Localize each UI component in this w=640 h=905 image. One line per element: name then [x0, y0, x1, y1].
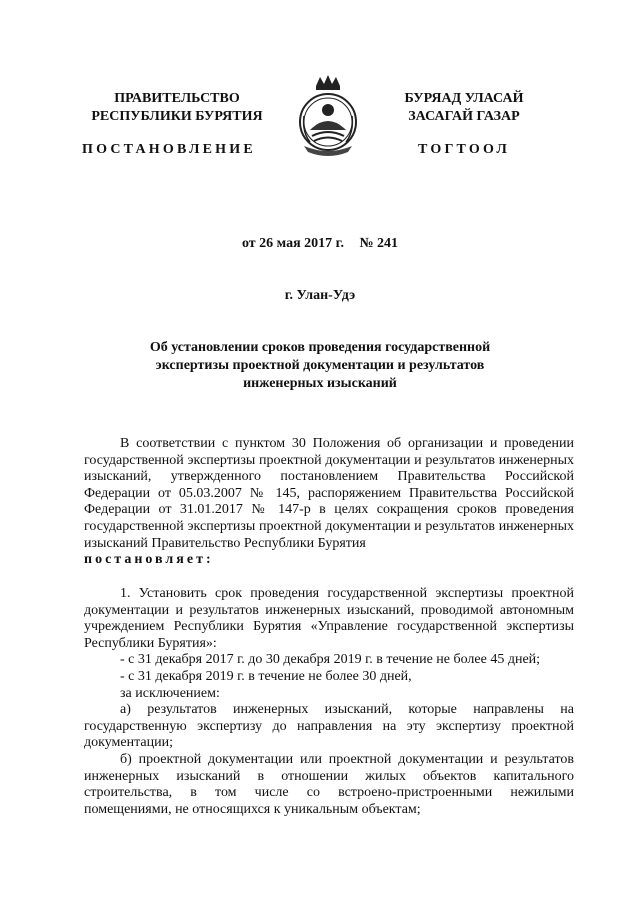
decree-label-ru: ПОСТАНОВЛЕНИЕ	[82, 142, 256, 157]
city: г. Улан-Удэ	[284, 288, 356, 303]
item-1-dash-1: - с 31 декабря 2017 г. до 30 декабря 2019 г. в течение не более 45 дней;	[120, 652, 541, 668]
item-1-dash-2: - с 31 декабря 2019 г. в течение не более 30 дней,	[120, 668, 412, 684]
preamble-paragraph: В соответствии с пунктом 30 Положения об организации и проведении государственной экспертизы проектной документации и результатов инженерных изысканий, утвержденного постановлением Правительства Российской Федерации от 05.03.2007 № 145, распоряжением Правительства Российской Федерации от 31.01.2017 № 147-р в целях сокращения сроков проведения государственной экспертизы проектной документации и результатов инженерных изысканий Правительство Республики Бурятия	[84, 436, 574, 551]
government-header-bua	[372, 90, 556, 126]
item-1: 1. Установить срок проведения государственной экспертизы проектной документации и результатов инженерных изысканий, проводимой автономным учреждением Республики Бурятия «Управление государственной экспертизы Республики Бурятия»:	[84, 586, 574, 651]
decree-label-bua: ТОГТООЛ	[418, 142, 511, 157]
government-header-ru	[82, 90, 272, 126]
title-line3: инженерных изысканий	[243, 376, 397, 391]
header-right-line1: БУРЯАД УЛАСАЙ	[404, 91, 524, 106]
decree-number: № 241	[359, 236, 399, 251]
resolves-word: постановляет:	[84, 552, 214, 568]
header-left-line2: РЕСПУБЛИКИ БУРЯТИЯ	[91, 109, 263, 124]
decree-items	[84, 586, 574, 818]
decree-date: от 26 мая 2017 г.	[241, 236, 344, 251]
preamble-block	[84, 436, 574, 569]
header-right-line2: ЗАСАГАЙ ГАЗАР	[408, 109, 520, 124]
coat-of-arms-icon	[296, 72, 360, 156]
title-line2: экспертизы проектной документации и результатов	[155, 358, 485, 373]
header-left-line1: ПРАВИТЕЛЬСТВО	[114, 91, 240, 106]
date-number-line	[0, 236, 640, 252]
decree-title	[100, 339, 540, 393]
item-1-b: б) проектной документации или проектной документации и результатов инженерных изысканий в отношении жилых объектов капитального строительства, в том числе со встроено-пристроенными нежилыми помещениями, не относящихся к уникальным объектам;	[84, 751, 574, 817]
item-1-a: а) результатов инженерных изысканий, которые направлены на государственную экспертизу до направления на эту экспертизу проектной документации;	[84, 702, 574, 751]
title-line1: Об установлении сроков проведения государственной	[149, 340, 491, 355]
item-1-except: за исключением:	[120, 685, 220, 701]
